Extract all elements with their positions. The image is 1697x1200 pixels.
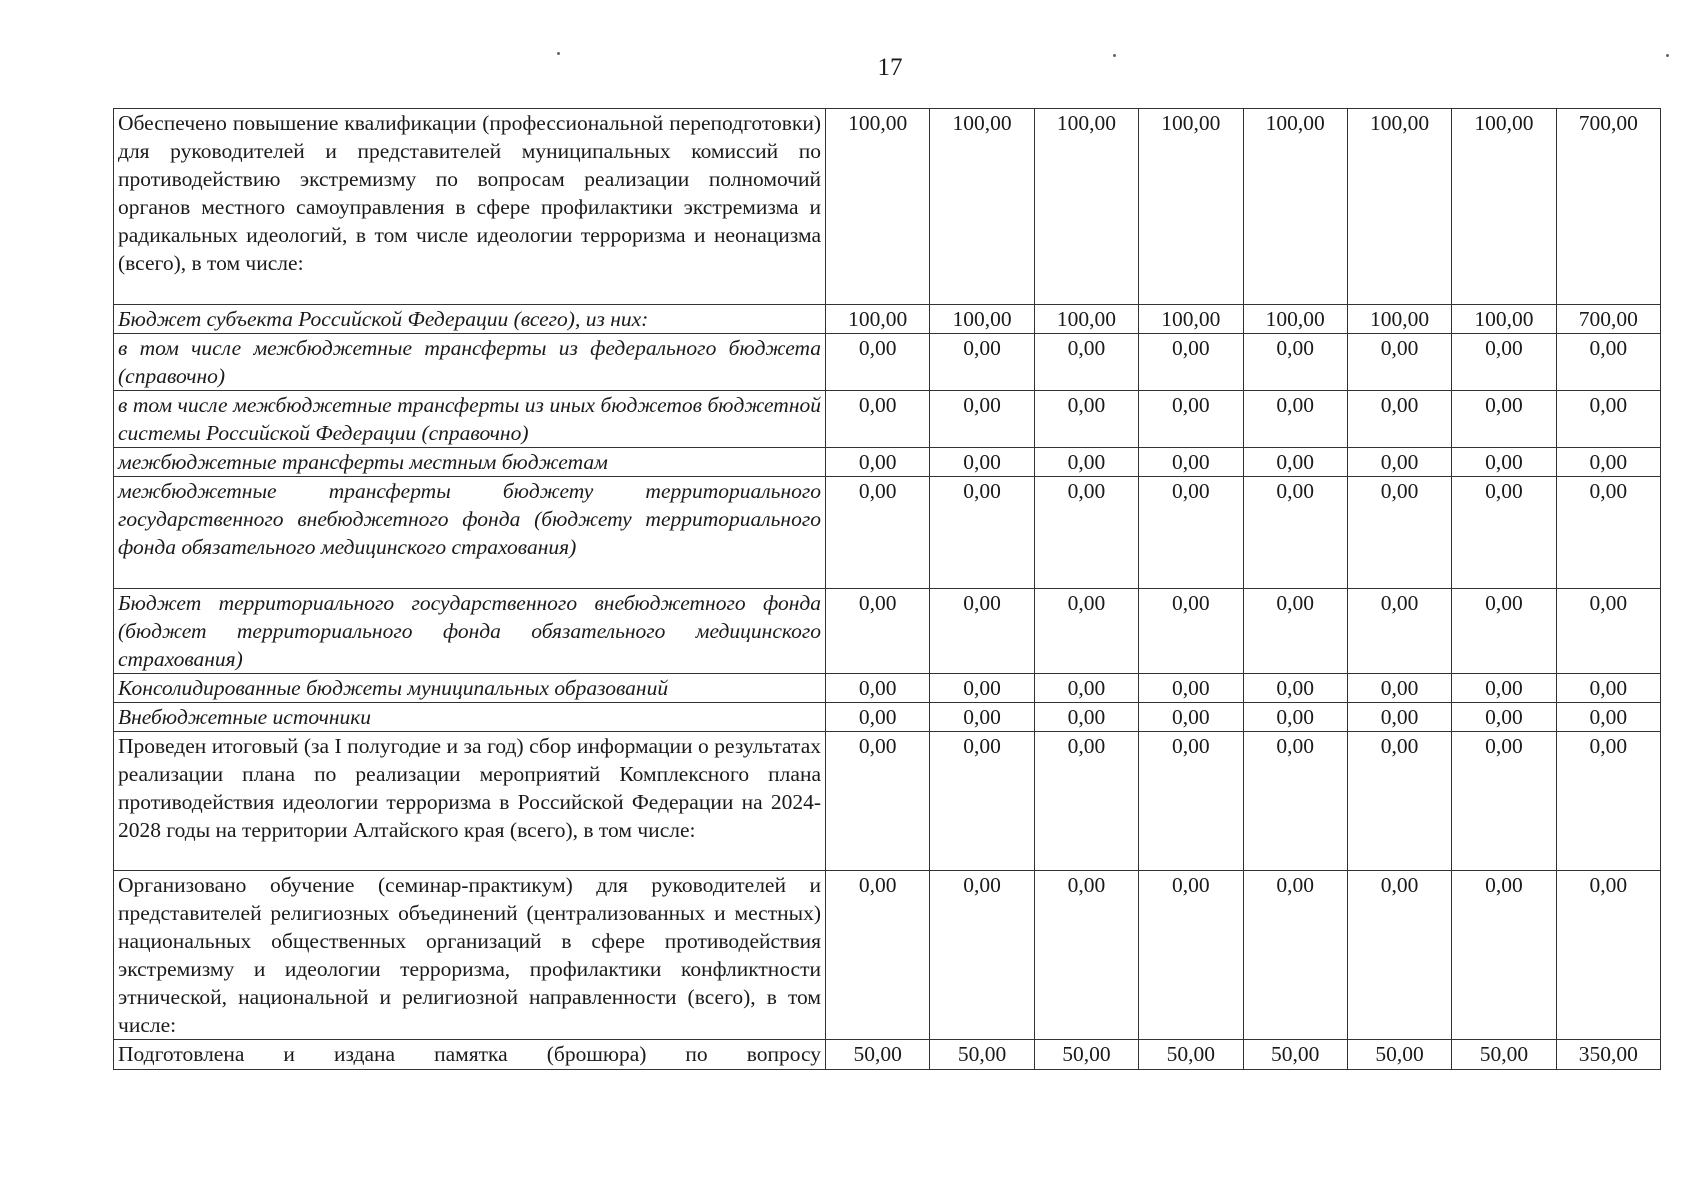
value-cell: 0,00 (826, 589, 930, 674)
table-row (114, 448, 1661, 477)
row-label: в том числе межбюджетные трансферты из федерального бюджета (справочно) (114, 334, 826, 391)
value-cell: 0,00 (1347, 589, 1451, 674)
value-cell: 100,00 (1034, 305, 1138, 334)
value-cell: 0,00 (1139, 448, 1243, 477)
value-cell: 0,00 (826, 477, 930, 589)
table-row (114, 732, 1661, 871)
value-cell: 0,00 (1139, 589, 1243, 674)
value-cell: 0,00 (826, 334, 930, 391)
value-cell: 0,00 (1034, 703, 1138, 732)
value-cell: 50,00 (1243, 1040, 1347, 1070)
value-cell: 0,00 (1452, 732, 1556, 871)
value-cell: 0,00 (930, 732, 1034, 871)
value-cell: 0,00 (1139, 674, 1243, 703)
row-label: Бюджет субъекта Российской Федерации (всего), из них: (114, 305, 826, 334)
value-cell: 0,00 (1556, 448, 1660, 477)
value-cell: 0,00 (1034, 448, 1138, 477)
value-cell: 50,00 (1452, 1040, 1556, 1070)
value-cell: 0,00 (1243, 448, 1347, 477)
value-cell: 0,00 (1452, 703, 1556, 732)
value-cell: 0,00 (1347, 871, 1451, 1040)
table-row (114, 871, 1661, 1040)
row-label: в том числе межбюджетные трансферты из иных бюджетов бюджетной системы Российской Федерации (справочно) (114, 391, 826, 448)
row-label: Внебюджетные источники (114, 703, 826, 732)
value-cell: 0,00 (1243, 703, 1347, 732)
row-label: межбюджетные трансферты местным бюджетам (114, 448, 826, 477)
value-cell: 0,00 (930, 391, 1034, 448)
value-cell: 0,00 (1139, 703, 1243, 732)
value-cell: 0,00 (1034, 334, 1138, 391)
value-cell: 0,00 (930, 703, 1034, 732)
row-label: Консолидированные бюджеты муниципальных образований (114, 674, 826, 703)
value-cell: 0,00 (1556, 871, 1660, 1040)
value-cell: 0,00 (1556, 732, 1660, 871)
value-cell: 0,00 (1452, 448, 1556, 477)
value-cell: 50,00 (930, 1040, 1034, 1070)
value-cell: 0,00 (1243, 334, 1347, 391)
table-row (114, 1040, 1661, 1070)
value-cell: 0,00 (1034, 871, 1138, 1040)
table-row (114, 305, 1661, 334)
value-cell: 0,00 (1243, 391, 1347, 448)
value-cell: 50,00 (826, 1040, 930, 1070)
value-cell: 0,00 (1556, 477, 1660, 589)
value-cell: 100,00 (1243, 109, 1347, 305)
value-cell: 100,00 (1452, 305, 1556, 334)
value-cell: 0,00 (1243, 477, 1347, 589)
value-cell: 0,00 (1243, 732, 1347, 871)
value-cell: 0,00 (1556, 334, 1660, 391)
value-cell: 350,00 (1556, 1040, 1660, 1070)
value-cell: 100,00 (826, 305, 930, 334)
value-cell: 0,00 (1452, 871, 1556, 1040)
value-cell: 0,00 (1243, 589, 1347, 674)
value-cell: 100,00 (1347, 305, 1451, 334)
row-label: Организовано обучение (семинар-практикум) для руководителей и представителей религиозных объединений (централизованных и местных) национальных общественных организаций в сфере противодействия экстремизму и идеологии терроризма, профилактики конфликтности этнической, национальной и религиозной направленности (всего), в том числе: (114, 871, 826, 1040)
value-cell: 0,00 (930, 589, 1034, 674)
value-cell: 0,00 (1139, 732, 1243, 871)
value-cell: 0,00 (1556, 703, 1660, 732)
value-cell: 0,00 (1556, 391, 1660, 448)
value-cell: 0,00 (1347, 448, 1451, 477)
value-cell: 0,00 (1347, 703, 1451, 732)
value-cell: 0,00 (826, 703, 930, 732)
value-cell: 0,00 (1034, 674, 1138, 703)
value-cell: 0,00 (826, 391, 930, 448)
value-cell: 100,00 (930, 305, 1034, 334)
value-cell: 0,00 (930, 448, 1034, 477)
value-cell: 700,00 (1556, 109, 1660, 305)
value-cell: 0,00 (1347, 334, 1451, 391)
budget-table-body (114, 109, 1661, 1070)
budget-table (113, 108, 1661, 1070)
value-cell: 0,00 (1452, 391, 1556, 448)
row-label: Обеспечено повышение квалификации (профессиональной переподготовки) для руководителей и представителей муниципальных комиссий по противодействию экстремизму по вопросам реализации полномочий органов местного самоуправления в сфере профилактики экстремизма и радикальных идеологий, в том числе идеологии терроризма и неонацизма (всего), в том числе: (114, 109, 826, 305)
value-cell: 0,00 (1139, 871, 1243, 1040)
value-cell: 0,00 (1243, 871, 1347, 1040)
table-row (114, 703, 1661, 732)
scan-speck (557, 52, 560, 55)
table-row (114, 391, 1661, 448)
value-cell: 0,00 (1452, 674, 1556, 703)
value-cell: 100,00 (1034, 109, 1138, 305)
value-cell: 0,00 (1347, 732, 1451, 871)
value-cell: 0,00 (1243, 674, 1347, 703)
value-cell: 0,00 (930, 674, 1034, 703)
value-cell: 100,00 (1139, 109, 1243, 305)
value-cell: 0,00 (1034, 732, 1138, 871)
value-cell: 0,00 (826, 732, 930, 871)
value-cell: 0,00 (1034, 477, 1138, 589)
table-row (114, 589, 1661, 674)
value-cell: 50,00 (1034, 1040, 1138, 1070)
value-cell: 0,00 (1139, 477, 1243, 589)
table-row (114, 477, 1661, 589)
value-cell: 700,00 (1556, 305, 1660, 334)
value-cell: 0,00 (1034, 589, 1138, 674)
value-cell: 100,00 (1452, 109, 1556, 305)
table-row (114, 109, 1661, 305)
row-label: Бюджет территориального государственного внебюджетного фонда (бюджет территориального фонда обязательного медицинского страхования) (114, 589, 826, 674)
value-cell: 0,00 (1452, 334, 1556, 391)
table-row (114, 334, 1661, 391)
value-cell: 0,00 (1556, 589, 1660, 674)
value-cell: 0,00 (930, 871, 1034, 1040)
value-cell: 0,00 (930, 477, 1034, 589)
row-label: Подготовлена и издана памятка (брошюра) по вопросу (114, 1040, 826, 1070)
value-cell: 50,00 (1347, 1040, 1451, 1070)
value-cell: 100,00 (1139, 305, 1243, 334)
value-cell: 0,00 (1347, 477, 1451, 589)
value-cell: 0,00 (826, 871, 930, 1040)
value-cell: 100,00 (826, 109, 930, 305)
value-cell: 0,00 (930, 334, 1034, 391)
value-cell: 50,00 (1139, 1040, 1243, 1070)
value-cell: 0,00 (826, 674, 930, 703)
value-cell: 0,00 (1452, 589, 1556, 674)
value-cell: 0,00 (1347, 391, 1451, 448)
value-cell: 0,00 (1347, 674, 1451, 703)
scan-speck (1666, 54, 1669, 57)
value-cell: 0,00 (1139, 391, 1243, 448)
row-label: Проведен итоговый (за I полугодие и за год) сбор информации о результатах реализации плана по реализации мероприятий Комплексного плана противодействия идеологии терроризма в Российской Федерации на 2024-2028 годы на территории Алтайского края (всего), в том числе: (114, 732, 826, 871)
value-cell: 0,00 (826, 448, 930, 477)
table-row (114, 674, 1661, 703)
scan-speck (1113, 54, 1116, 57)
value-cell: 0,00 (1556, 674, 1660, 703)
value-cell: 100,00 (930, 109, 1034, 305)
value-cell: 0,00 (1139, 334, 1243, 391)
value-cell: 0,00 (1034, 391, 1138, 448)
row-label: межбюджетные трансферты бюджету территориального государственного внебюджетного фонда (бюджету территориального фонда обязательного медицинского страхования) (114, 477, 826, 589)
value-cell: 100,00 (1243, 305, 1347, 334)
value-cell: 100,00 (1347, 109, 1451, 305)
page-number: 17 (877, 54, 903, 81)
value-cell: 0,00 (1452, 477, 1556, 589)
